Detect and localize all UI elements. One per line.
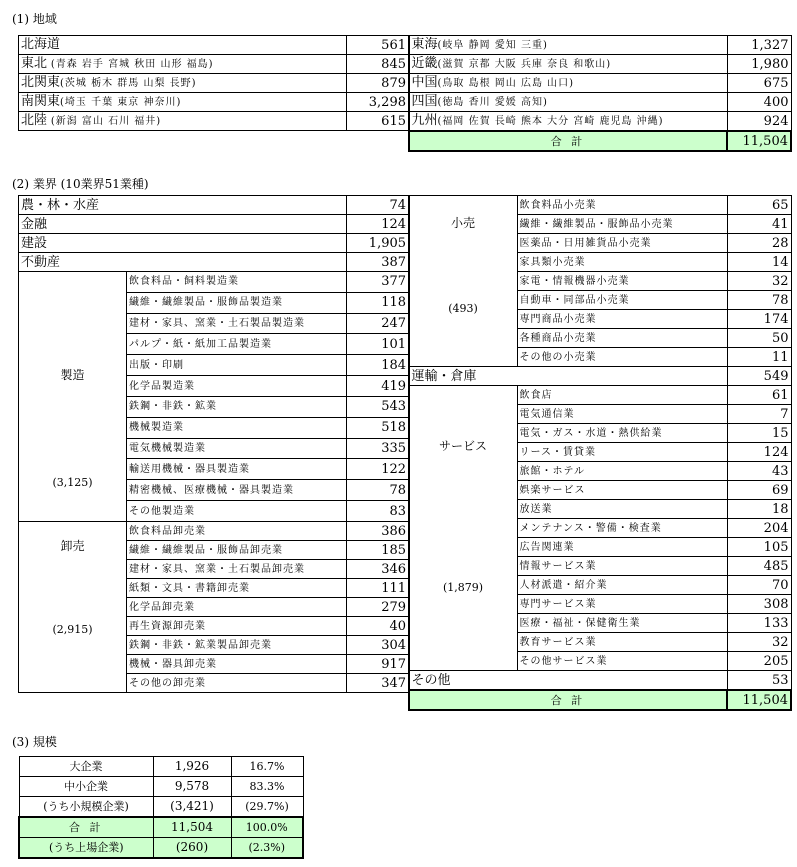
sub-industry-name: 飲食料品卸売業 [127,522,347,541]
group-total: (1,879) [442,581,484,594]
sub-industry-count: 485 [727,557,791,576]
industry-heading: (2) 業界 (10業界51業種) [12,177,149,191]
table-row [409,36,791,55]
industry-count: 549 [727,367,791,386]
industry-table-left [18,195,409,693]
region-table-right [408,35,792,152]
region-name: 中国 [411,75,438,90]
scale-heading: (3) 規模 [12,735,57,749]
listed-count: (260) [153,838,231,859]
table-row [19,93,409,112]
sub-industry-name: 放送業 [517,500,727,519]
sub-industry-count: 204 [727,519,791,538]
scale-table [18,756,304,859]
sub-industry-count: 122 [347,459,409,480]
sub-industry-count: 118 [347,292,409,313]
region-count: 1,980 [727,55,791,74]
sub-industry-name: 繊維・繊維製品・服飾品卸売業 [127,541,347,560]
sub-industry-name: 専門商品小売業 [517,310,727,329]
table-row [19,272,409,293]
region-prefs: (埼玉 千葉 東京 神奈川) [60,97,182,108]
sub-industry-name: 繊維・繊維製品・服飾品製造業 [127,292,347,313]
industry-count: 53 [727,671,791,691]
region-cell [409,74,727,93]
sub-industry-name: 家電・情報機器小売業 [517,272,727,291]
sub-industry-count: 174 [727,310,791,329]
industry-name: 不動産 [19,253,347,272]
industry-name: その他 [409,671,727,691]
industry-name: 農・林・水産 [19,196,347,215]
scale-count: (3,421) [153,797,231,818]
region-heading: (1) 地域 [12,12,57,26]
sub-industry-name: パルプ・紙・紙加工品製造業 [127,334,347,355]
sub-industry-name: 機械・器具卸売業 [127,655,347,674]
scale-label: 大企業 [19,757,153,777]
table-row [19,234,409,253]
region-count: 879 [347,74,409,93]
sub-industry-count: 15 [727,424,791,443]
sub-industry-count: 917 [347,655,409,674]
industry-name: 建設 [19,234,347,253]
region-count: 924 [727,112,791,132]
industry-count: 387 [347,253,409,272]
sub-industry-count: 40 [347,617,409,636]
scale-pct: (29.7%) [231,797,303,818]
region-cell [19,93,347,112]
region-prefs: (徳島 香川 愛媛 高知) [437,97,548,108]
scale-label: (うち小規模企業) [19,797,153,818]
wholesale-group [19,522,127,693]
group-total: (3,125) [52,476,93,489]
sub-industry-name: 電気通信業 [517,405,727,424]
sub-industry-count: 83 [347,501,409,522]
region-name: 東海 [411,37,438,52]
sub-industry-name: その他サービス業 [517,652,727,671]
table-row [409,93,791,112]
scale-label: 中小企業 [19,777,153,797]
region-table-left [18,35,409,131]
region-prefs: (岐阜 静岡 愛知 三重) [437,40,548,51]
sub-industry-name: 情報サービス業 [517,557,727,576]
region-prefs: (新潟 富山 石川 福井) [50,116,162,127]
sub-industry-name: 家具類小売業 [517,253,727,272]
table-row [19,196,409,215]
listed-label: (うち上場企業) [19,838,153,859]
sub-industry-name: 再生資源卸売業 [127,617,347,636]
sub-industry-count: 69 [727,481,791,500]
table-row [19,74,409,93]
sub-industry-count: 105 [727,538,791,557]
region-count: 3,298 [347,93,409,112]
total-value: 11,504 [153,817,231,838]
region-name: 近畿 [411,56,438,71]
sub-industry-name: 専門サービス業 [517,595,727,614]
sub-industry-count: 304 [347,636,409,655]
sub-industry-count: 377 [347,272,409,293]
sub-industry-name: 紙類・文具・書籍卸売業 [127,579,347,598]
table-row [19,777,303,797]
sub-industry-count: 279 [347,598,409,617]
region-cell [19,36,347,55]
sub-industry-count: 346 [347,560,409,579]
region-cell [409,36,727,55]
sub-industry-name: 医薬品・日用雑貨品小売業 [517,234,727,253]
region-count: 1,327 [727,36,791,55]
sub-industry-name: 化学品卸売業 [127,598,347,617]
region-cell [409,93,727,112]
sub-industry-name: 各種商品小売業 [517,329,727,348]
sub-industry-count: 70 [727,576,791,595]
region-name: 九州 [411,113,438,128]
table-row [409,55,791,74]
sub-industry-name: 人材派遣・紹介業 [517,576,727,595]
industry-table-right [408,195,792,711]
total-label: 合 計 [409,690,727,710]
sub-industry-name: 繊維・繊維製品・服飾品小売業 [517,215,727,234]
sub-industry-count: 41 [727,215,791,234]
sub-industry-count: 419 [347,376,409,397]
sub-industry-name: 飲食料品・飼料製造業 [127,272,347,293]
sub-industry-name: 輸送用機械・器具製造業 [127,459,347,480]
industry-count: 124 [347,215,409,234]
sub-industry-name: その他の小売業 [517,348,727,367]
sub-industry-name: 旅館・ホテル [517,462,727,481]
industry-count: 74 [347,196,409,215]
sub-industry-count: 7 [727,405,791,424]
sub-industry-count: 101 [347,334,409,355]
industry-count: 1,905 [347,234,409,253]
sub-industry-name: 鉄鋼・非鉄・鉱業 [127,396,347,417]
sub-industry-name: その他製造業 [127,501,347,522]
region-prefs: (鳥取 島根 岡山 広島 山口) [437,78,575,89]
table-row [409,671,791,691]
sub-industry-name: 建材・家具、窯業・土石製品卸売業 [127,560,347,579]
sub-industry-name: 精密機械、医療機械・器具製造業 [127,480,347,501]
table-row [19,253,409,272]
table-row [409,367,791,386]
sub-industry-count: 247 [347,313,409,334]
region-count: 561 [347,36,409,55]
group-total: (2,915) [52,623,93,636]
retail-group [409,196,517,367]
total-value: 11,504 [727,690,791,710]
sub-industry-count: 32 [727,272,791,291]
scale-total-row [19,817,303,838]
region-prefs: (滋賀 京都 大阪 兵庫 奈良 和歌山) [437,59,612,70]
region-name: 南関東 [21,94,61,109]
sub-industry-count: 111 [347,579,409,598]
sub-industry-name: 自動車・同部品小売業 [517,291,727,310]
region-total-row [409,131,791,151]
sub-industry-count: 184 [347,355,409,376]
sub-industry-count: 386 [347,522,409,541]
table-row [409,196,791,215]
sub-industry-count: 11 [727,348,791,367]
sub-industry-count: 543 [347,396,409,417]
group-name: 小売 [450,216,475,230]
sub-industry-name: 電気機械製造業 [127,438,347,459]
sub-industry-count: 518 [347,417,409,438]
sub-industry-count: 18 [727,500,791,519]
sub-industry-count: 185 [347,541,409,560]
scale-pct: 83.3% [231,777,303,797]
table-row [409,386,791,405]
sub-industry-name: 教育サービス業 [517,633,727,652]
group-total: (493) [448,302,478,315]
sub-industry-count: 78 [347,480,409,501]
table-row [409,112,791,132]
region-count: 615 [347,112,409,131]
region-name: 東北 [21,56,48,71]
scale-count: 1,926 [153,757,231,777]
table-row [19,112,409,131]
region-cell [19,55,347,74]
region-name: 北海道 [21,37,61,52]
group-name: サービス [438,439,487,453]
region-prefs: (青森 岩手 宮城 秋田 山形 福島) [50,59,214,70]
sub-industry-count: 124 [727,443,791,462]
sub-industry-count: 347 [347,674,409,693]
sub-industry-count: 335 [347,438,409,459]
region-prefs: (福岡 佐賀 長崎 熊本 大分 宮崎 鹿児島 沖縄) [437,116,664,127]
sub-industry-name: 飲食料品小売業 [517,196,727,215]
region-cell [409,112,727,132]
industry-total-row [409,690,791,710]
sub-industry-name: 飲食店 [517,386,727,405]
region-name: 四国 [411,94,438,109]
manufacturing-group [19,272,127,522]
sub-industry-count: 14 [727,253,791,272]
scale-listed-row [19,838,303,859]
sub-industry-name: 建材・家具、窯業・土石製品製造業 [127,313,347,334]
group-name: 製造 [60,368,85,382]
region-cell [409,55,727,74]
sub-industry-count: 205 [727,652,791,671]
scale-count: 9,578 [153,777,231,797]
sub-industry-count: 65 [727,196,791,215]
sub-industry-count: 28 [727,234,791,253]
sub-industry-name: 機械製造業 [127,417,347,438]
total-value: 11,504 [727,131,791,151]
sub-industry-name: 出版・印刷 [127,355,347,376]
sub-industry-name: 娯楽サービス [517,481,727,500]
sub-industry-count: 133 [727,614,791,633]
region-prefs: (茨城 栃木 群馬 山梨 長野) [60,78,197,89]
region-count: 845 [347,55,409,74]
service-group [409,386,517,671]
table-row [19,55,409,74]
table-row [19,757,303,777]
sub-industry-count: 78 [727,291,791,310]
table-row [409,74,791,93]
region-count: 400 [727,93,791,112]
industry-name: 金融 [19,215,347,234]
region-cell [19,112,347,131]
listed-pct: (2.3%) [231,838,303,859]
sub-industry-name: 広告関連業 [517,538,727,557]
total-label: 合 計 [409,131,727,151]
total-pct: 100.0% [231,817,303,838]
sub-industry-name: 鉄鋼・非鉄・鉱業製品卸売業 [127,636,347,655]
group-name: 卸売 [60,539,85,553]
region-count: 675 [727,74,791,93]
region-name: 北陸 [21,113,48,128]
sub-industry-count: 32 [727,633,791,652]
table-row [19,36,409,55]
sub-industry-count: 308 [727,595,791,614]
industry-name: 運輸・倉庫 [409,367,727,386]
total-label: 合 計 [19,817,153,838]
sub-industry-name: リース・賃貸業 [517,443,727,462]
sub-industry-count: 50 [727,329,791,348]
sub-industry-name: その他の卸売業 [127,674,347,693]
table-row [19,522,409,541]
sub-industry-name: 化学品製造業 [127,376,347,397]
sub-industry-count: 43 [727,462,791,481]
region-cell [19,74,347,93]
sub-industry-name: 医療・福祉・保健衛生業 [517,614,727,633]
scale-pct: 16.7% [231,757,303,777]
sub-industry-name: メンテナンス・警備・検査業 [517,519,727,538]
region-name: 北関東 [21,75,61,90]
table-row [19,215,409,234]
sub-industry-name: 電気・ガス・水道・熱供給業 [517,424,727,443]
sub-industry-count: 61 [727,386,791,405]
table-row [19,797,303,818]
